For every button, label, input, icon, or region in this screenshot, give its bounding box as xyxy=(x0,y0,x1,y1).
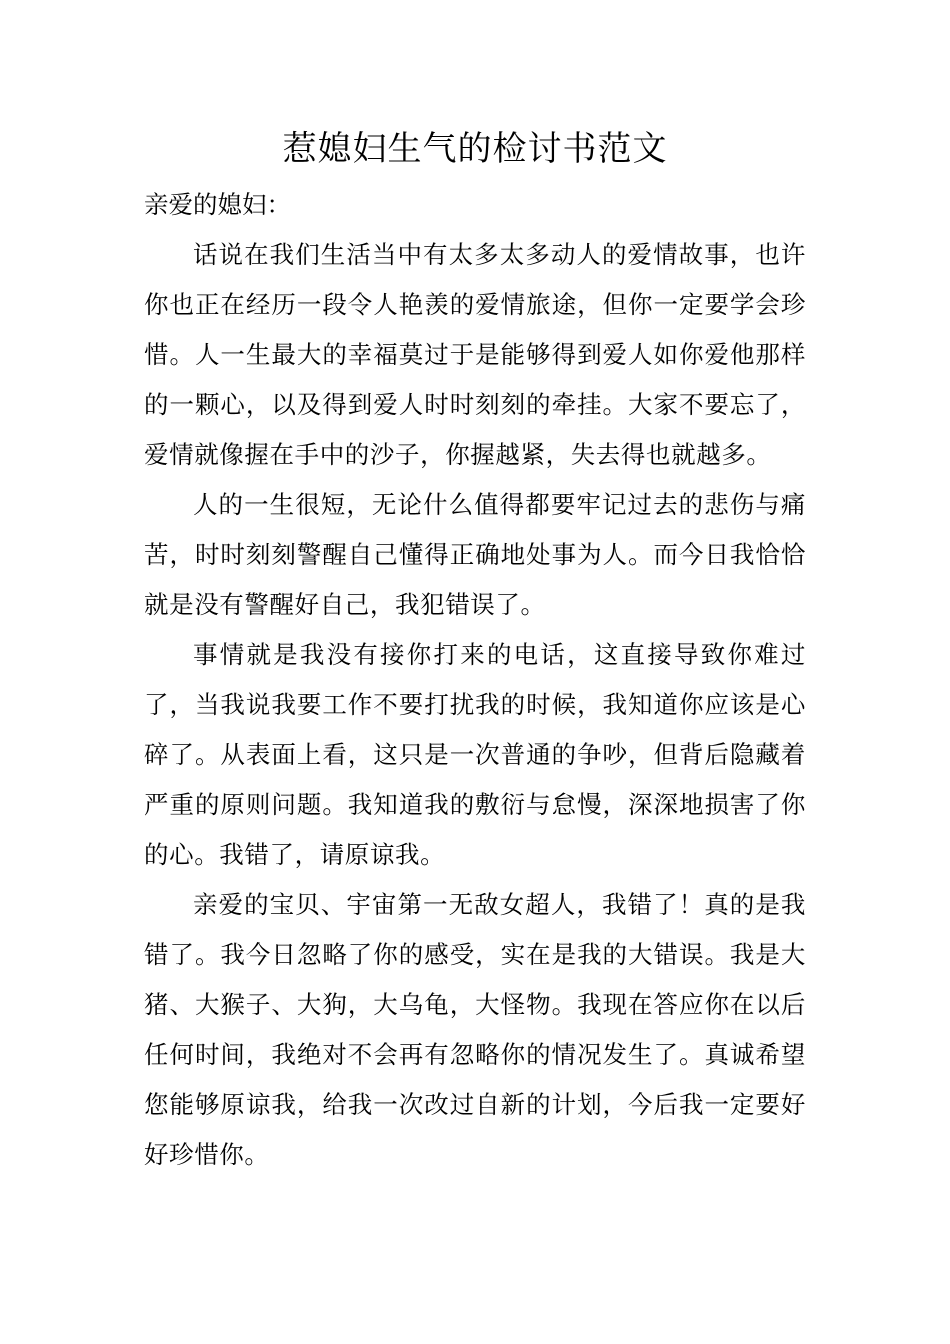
paragraph-3: 事情就是我没有接你打来的电话，这直接导致你难过了，当我说我要工作不要打扰我的时候，我知道你应该是心碎了。从表面上看，这只是一次普通的争吵，但背后隐藏着严重的原则问题。我知道我的敷衍与怠慢，深深地损害了你的心。我错了，请原谅我。 xyxy=(144,640,806,869)
salutation: 亲爱的媳妇： xyxy=(144,190,291,219)
document-body xyxy=(144,118,806,1180)
paragraph-2: 人的一生很短，无论什么值得都要牢记过去的悲伤与痛苦，时时刻刻警醒自己懂得正确地处事为人。而今日我恰恰就是没有警醒好自己，我犯错误了。 xyxy=(144,490,806,619)
paragraph-1: 话说在我们生活当中有太多太多动人的爱情故事，也许你也正在经历一段令人艳羡的爱情旅途，但你一定要学会珍惜。人一生最大的幸福莫过于是能够得到爱人如你爱他那样的一颗心，以及得到爱人时时刻刻的牵挂。大家不要忘了，爱情就像握在手中的沙子，你握越紧，失去得也就越多。 xyxy=(144,240,806,469)
document-title: 惹媳妇生气的检讨书范文 xyxy=(282,129,668,169)
paragraph-4: 亲爱的宝贝、宇宙第一无敌女超人，我错了！真的是我错了。我今日忽略了你的感受，实在是我的大错误。我是大猪、大猴子、大狗，大乌龟，大怪物。我现在答应你在以后任何时间，我绝对不会再有忽略你的情况发生了。真诚希望您能够原谅我，给我一次改过自新的计划，今后我一定要好好珍惜你。 xyxy=(144,890,806,1169)
